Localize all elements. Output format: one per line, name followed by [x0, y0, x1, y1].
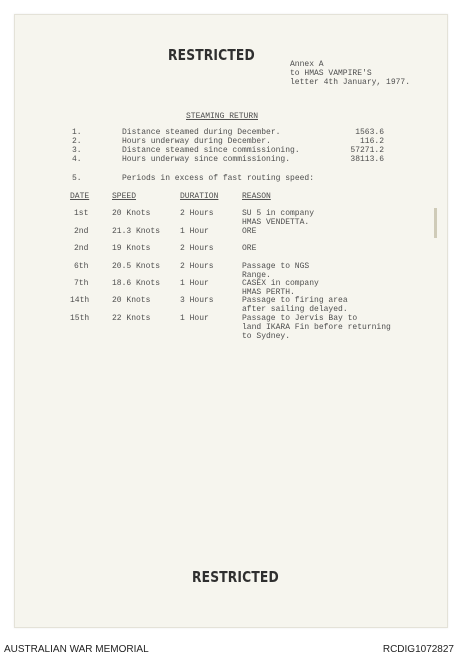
row-date: 15th [70, 314, 90, 323]
paper-tab [434, 208, 437, 238]
row-reason-line: Passage to NGS [242, 262, 310, 271]
row-duration: 3 Hours [180, 296, 214, 305]
footer-left: AUSTRALIAN WAR MEMORIAL [4, 644, 149, 655]
row-speed: 20 Knots [112, 296, 151, 305]
row-date: 2nd [74, 227, 89, 236]
restricted-stamp-bottom: RESTRICTED [192, 568, 279, 586]
row-duration: 2 Hours [180, 244, 214, 253]
row-duration: 2 Hours [180, 209, 214, 218]
row-reason-line: ORE [242, 244, 257, 253]
row-reason-line: after sailing delayed. [242, 305, 348, 314]
row-date: 14th [70, 296, 90, 305]
item-value: 116.2 [359, 137, 384, 146]
annex-line-3: letter 4th January, 1977. [290, 78, 411, 87]
row-duration: 1 Hour [180, 279, 209, 288]
row-reason-line: HMAS VENDETTA. [242, 218, 310, 227]
archive-footer [0, 638, 458, 666]
document-title: STEAMING RETURN [186, 112, 259, 121]
item-text: Hours underway since commissioning. [122, 155, 291, 164]
annex-line-2: to HMAS VAMPIRE'S [290, 69, 372, 78]
row-reason-line: Passage to firing area [242, 296, 348, 305]
row-date: 2nd [74, 244, 89, 253]
row-duration: 1 Hour [180, 227, 209, 236]
row-reason-line: HMAS PERTH. [242, 288, 295, 297]
row-speed: 19 Knots [112, 244, 151, 253]
footer-right: RCDIG1072827 [382, 644, 454, 655]
item-number: 2. [72, 137, 82, 146]
item-number: 4. [72, 155, 82, 164]
row-speed: 18.6 Knots [112, 279, 161, 288]
row-reason-line: SU 5 in company [242, 209, 315, 218]
row-date: 1st [74, 209, 89, 218]
item-value: 38113.6 [350, 155, 384, 164]
item-value: 1563.6 [355, 128, 384, 137]
item-text: Hours underway during December. [122, 137, 271, 146]
item-value: 57271.2 [350, 146, 384, 155]
row-reason-line: Range. [242, 271, 271, 280]
item-number: 1. [72, 128, 82, 137]
row-reason-line: to Sydney. [242, 332, 291, 341]
item-text: Distance steamed during December. [122, 128, 281, 137]
item-text: Distance steamed since commissioning. [122, 146, 300, 155]
row-reason-line: CASEX in company [242, 279, 319, 288]
header-speed: SPEED [112, 192, 137, 201]
section5-text: Periods in excess of fast routing speed: [122, 174, 315, 183]
row-speed: 22 Knots [112, 314, 151, 323]
section5-number: 5. [72, 174, 82, 183]
row-speed: 20.5 Knots [112, 262, 161, 271]
row-reason-line: land IKARA Fin before returning [242, 323, 391, 332]
row-speed: 20 Knots [112, 209, 151, 218]
row-speed: 21.3 Knots [112, 227, 161, 236]
restricted-stamp-top: RESTRICTED [168, 46, 255, 64]
row-date: 7th [74, 279, 89, 288]
header-date: DATE [70, 192, 90, 201]
row-duration: 2 Hours [180, 262, 214, 271]
annex-line-1: Annex A [290, 60, 324, 69]
item-number: 3. [72, 146, 82, 155]
header-duration: DURATION [180, 192, 219, 201]
header-reason: REASON [242, 192, 271, 201]
row-reason-line: ORE [242, 227, 257, 236]
row-reason-line: Passage to Jervis Bay to [242, 314, 358, 323]
row-duration: 1 Hour [180, 314, 209, 323]
row-date: 6th [74, 262, 89, 271]
